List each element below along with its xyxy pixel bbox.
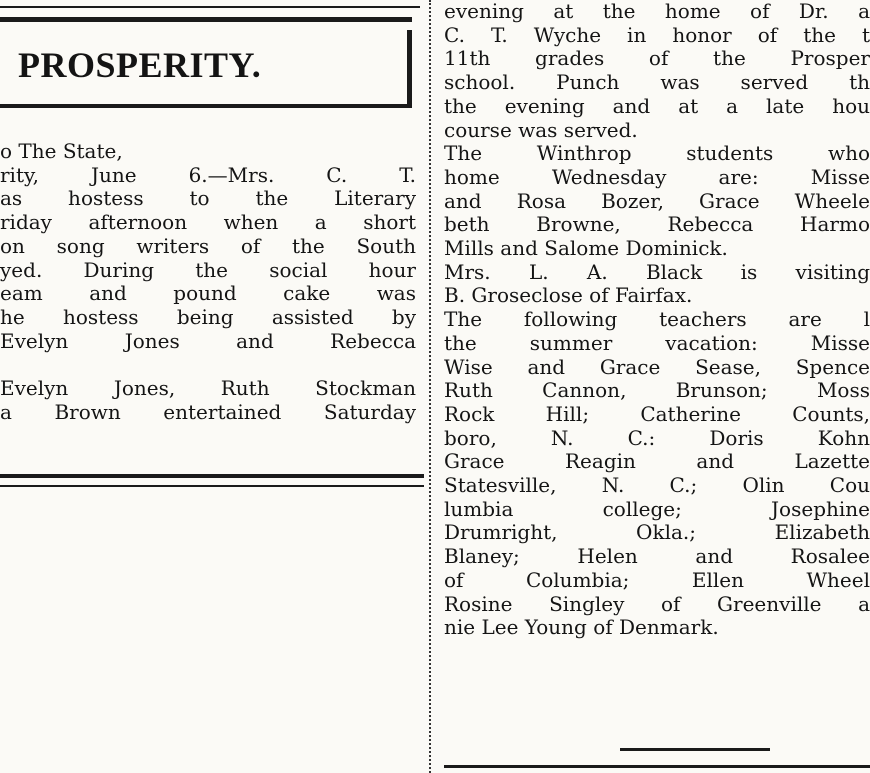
article-line: and Rosa Bozer, Grace Wheele — [444, 189, 870, 213]
article-line: 11th grades of the Prosper — [444, 47, 870, 71]
article-line: The Winthrop students who — [444, 142, 870, 166]
article-line: Mills and Salome Dominick. — [444, 237, 728, 261]
article-line: of Columbia; Ellen Wheel — [444, 568, 870, 592]
article-line: beth Browne, Rebecca Harmo — [444, 213, 870, 237]
right-bottom-rule — [444, 765, 870, 768]
article-line: riday afternoon when a short — [0, 211, 416, 235]
article-line: nie Lee Young of Denmark. — [444, 616, 719, 640]
article-line: lumbia college; Josephine — [444, 497, 870, 521]
article-line: a Brown entertained Saturday — [0, 400, 416, 424]
article-line: Evelyn Jones, Ruth Stockman — [0, 377, 416, 401]
article-line: B. Groseclose of Fairfax. — [444, 284, 693, 308]
article-line: home Wednesday are: Misse — [444, 165, 870, 189]
article-line: Drumright, Okla.; Elizabeth — [444, 521, 870, 545]
article-line: yed. During the social hour — [0, 258, 416, 282]
right-article-body — [444, 0, 870, 640]
article-line: o The State, — [0, 140, 123, 163]
top-rule-thin — [0, 6, 420, 8]
article-line: on song writers of the South — [0, 234, 416, 258]
headline-underline — [0, 104, 412, 108]
article-line: Wise and Grace Sease, Spence — [444, 355, 870, 379]
article-line: Mrs. L. A. Black is visiting — [444, 260, 870, 284]
article-line: eam and pound cake was — [0, 282, 416, 306]
article-line: Blaney; Helen and Rosalee — [444, 545, 870, 569]
top-rule-thick — [0, 17, 412, 22]
article-line: school. Punch was served th — [444, 71, 870, 95]
headline: PROSPERITY. — [18, 45, 262, 85]
article-line: Statesville, N. C.; Olin Cou — [444, 474, 870, 498]
article-line: Evelyn Jones and Rebecca — [0, 329, 416, 353]
right-end-dash — [620, 748, 770, 751]
article-line: boro, N. C.: Doris Kohn — [444, 426, 870, 450]
article-line: as hostess to the Literary — [0, 187, 416, 211]
article-line: course was served. — [444, 118, 638, 142]
article-line: C. T. Wyche in honor of the t — [444, 23, 870, 47]
article-line: Grace Reagin and Lazette — [444, 450, 870, 474]
article-line: the evening and at a late hou — [444, 94, 870, 118]
article-line: the summer vacation: Misse — [444, 331, 870, 355]
article-line: he hostess being assisted by — [0, 305, 416, 329]
article-line: rity, June 6.—Mrs. C. T. — [0, 163, 416, 187]
article-line: The following teachers are l — [444, 308, 870, 332]
article-line: Rosine Singley of Greenville a — [444, 592, 870, 616]
article-line: Ruth Cannon, Brunson; Moss — [444, 379, 870, 403]
article-line: evening at the home of Dr. a — [444, 0, 870, 23]
article-line: Rock Hill; Catherine Counts, — [444, 402, 870, 426]
column-divider — [429, 0, 431, 773]
left-bottom-rule-thin — [0, 485, 424, 487]
left-bottom-rule-thick — [0, 474, 424, 478]
left-article-body — [0, 140, 416, 424]
article-line — [0, 353, 416, 377]
